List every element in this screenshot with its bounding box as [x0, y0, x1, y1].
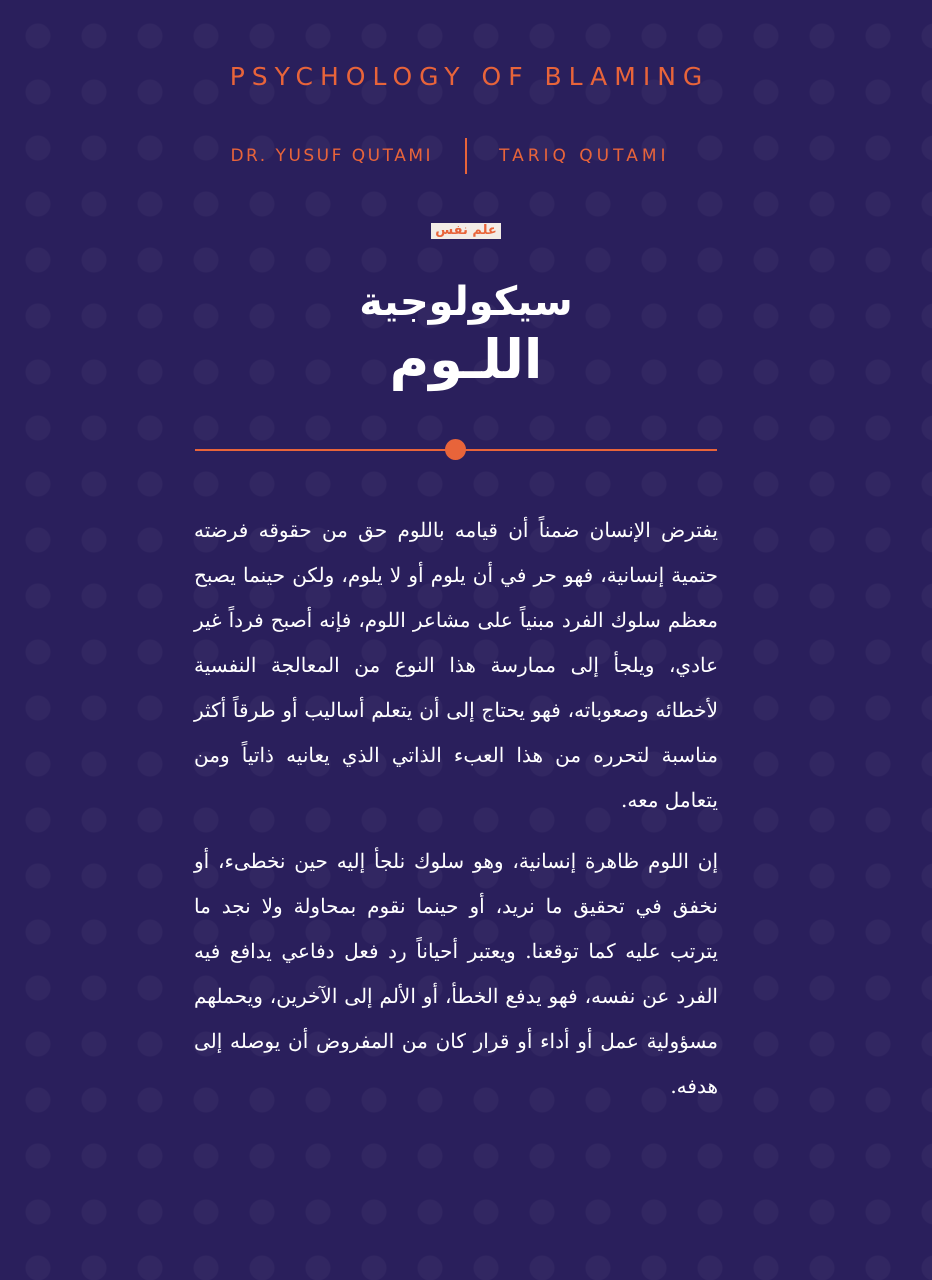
arabic-title-line-2: اللـوم	[389, 328, 543, 391]
english-title: PSYCHOLOGY OF BLAMING	[229, 62, 710, 91]
arabic-title-line-1: سيكولوجية	[359, 279, 573, 325]
author-name-2: TARIQ QUTAMI	[499, 146, 670, 166]
synopsis-paragraph-2: إن اللوم ظاهرة إنسانية، وهو سلوك نلجأ إليه حين نخطىء، أو نخفق في تحقيق ما نريد، أو حينما نقوم بمحاولة ولا نجد ما يترتب عليه كما توقعنا. ويعتبر أحياناً رد فعل دفاعي يدافع فيه الفرد عن نفسه، فهو يدفع الخطأ، أو الألم إلى الآخرين، ويحملهم مسؤولية عمل أو أداء أو قرار كان من المفروض أن يوصله إلى هدفه.	[194, 849, 718, 1098]
divider-dot-icon	[445, 439, 466, 460]
author-name-1: DR. YUSUF QUTAMI	[230, 146, 433, 166]
synopsis-paragraph-1: يفترض الإنسان ضمناً أن قيامه باللوم حق من حقوقه فرضته حتمية إنسانية، فهو حر في أن يلوم أو لا يلوم، ولكن حينما يصبح معظم سلوك الفرد مبنياً على مشاعر اللوم، فإنه أصبح فرداً غير عادي، ويلجأ إلى ممارسة هذا النوع من المعالجة النفسية لأخطائه وصعوباته، فهو يحتاج إلى أن يتعلم أساليب أو طرقاً أكثر مناسبة لتحرره من هذا العبء الذاتي الذي يعانيه ذاتياً ومن يتعامل معه.	[194, 518, 719, 812]
category-badge: علم نفس	[431, 223, 501, 239]
authors-row	[0, 138, 932, 174]
synopsis-text	[194, 508, 718, 1109]
category-badge-wrapper	[0, 219, 932, 239]
